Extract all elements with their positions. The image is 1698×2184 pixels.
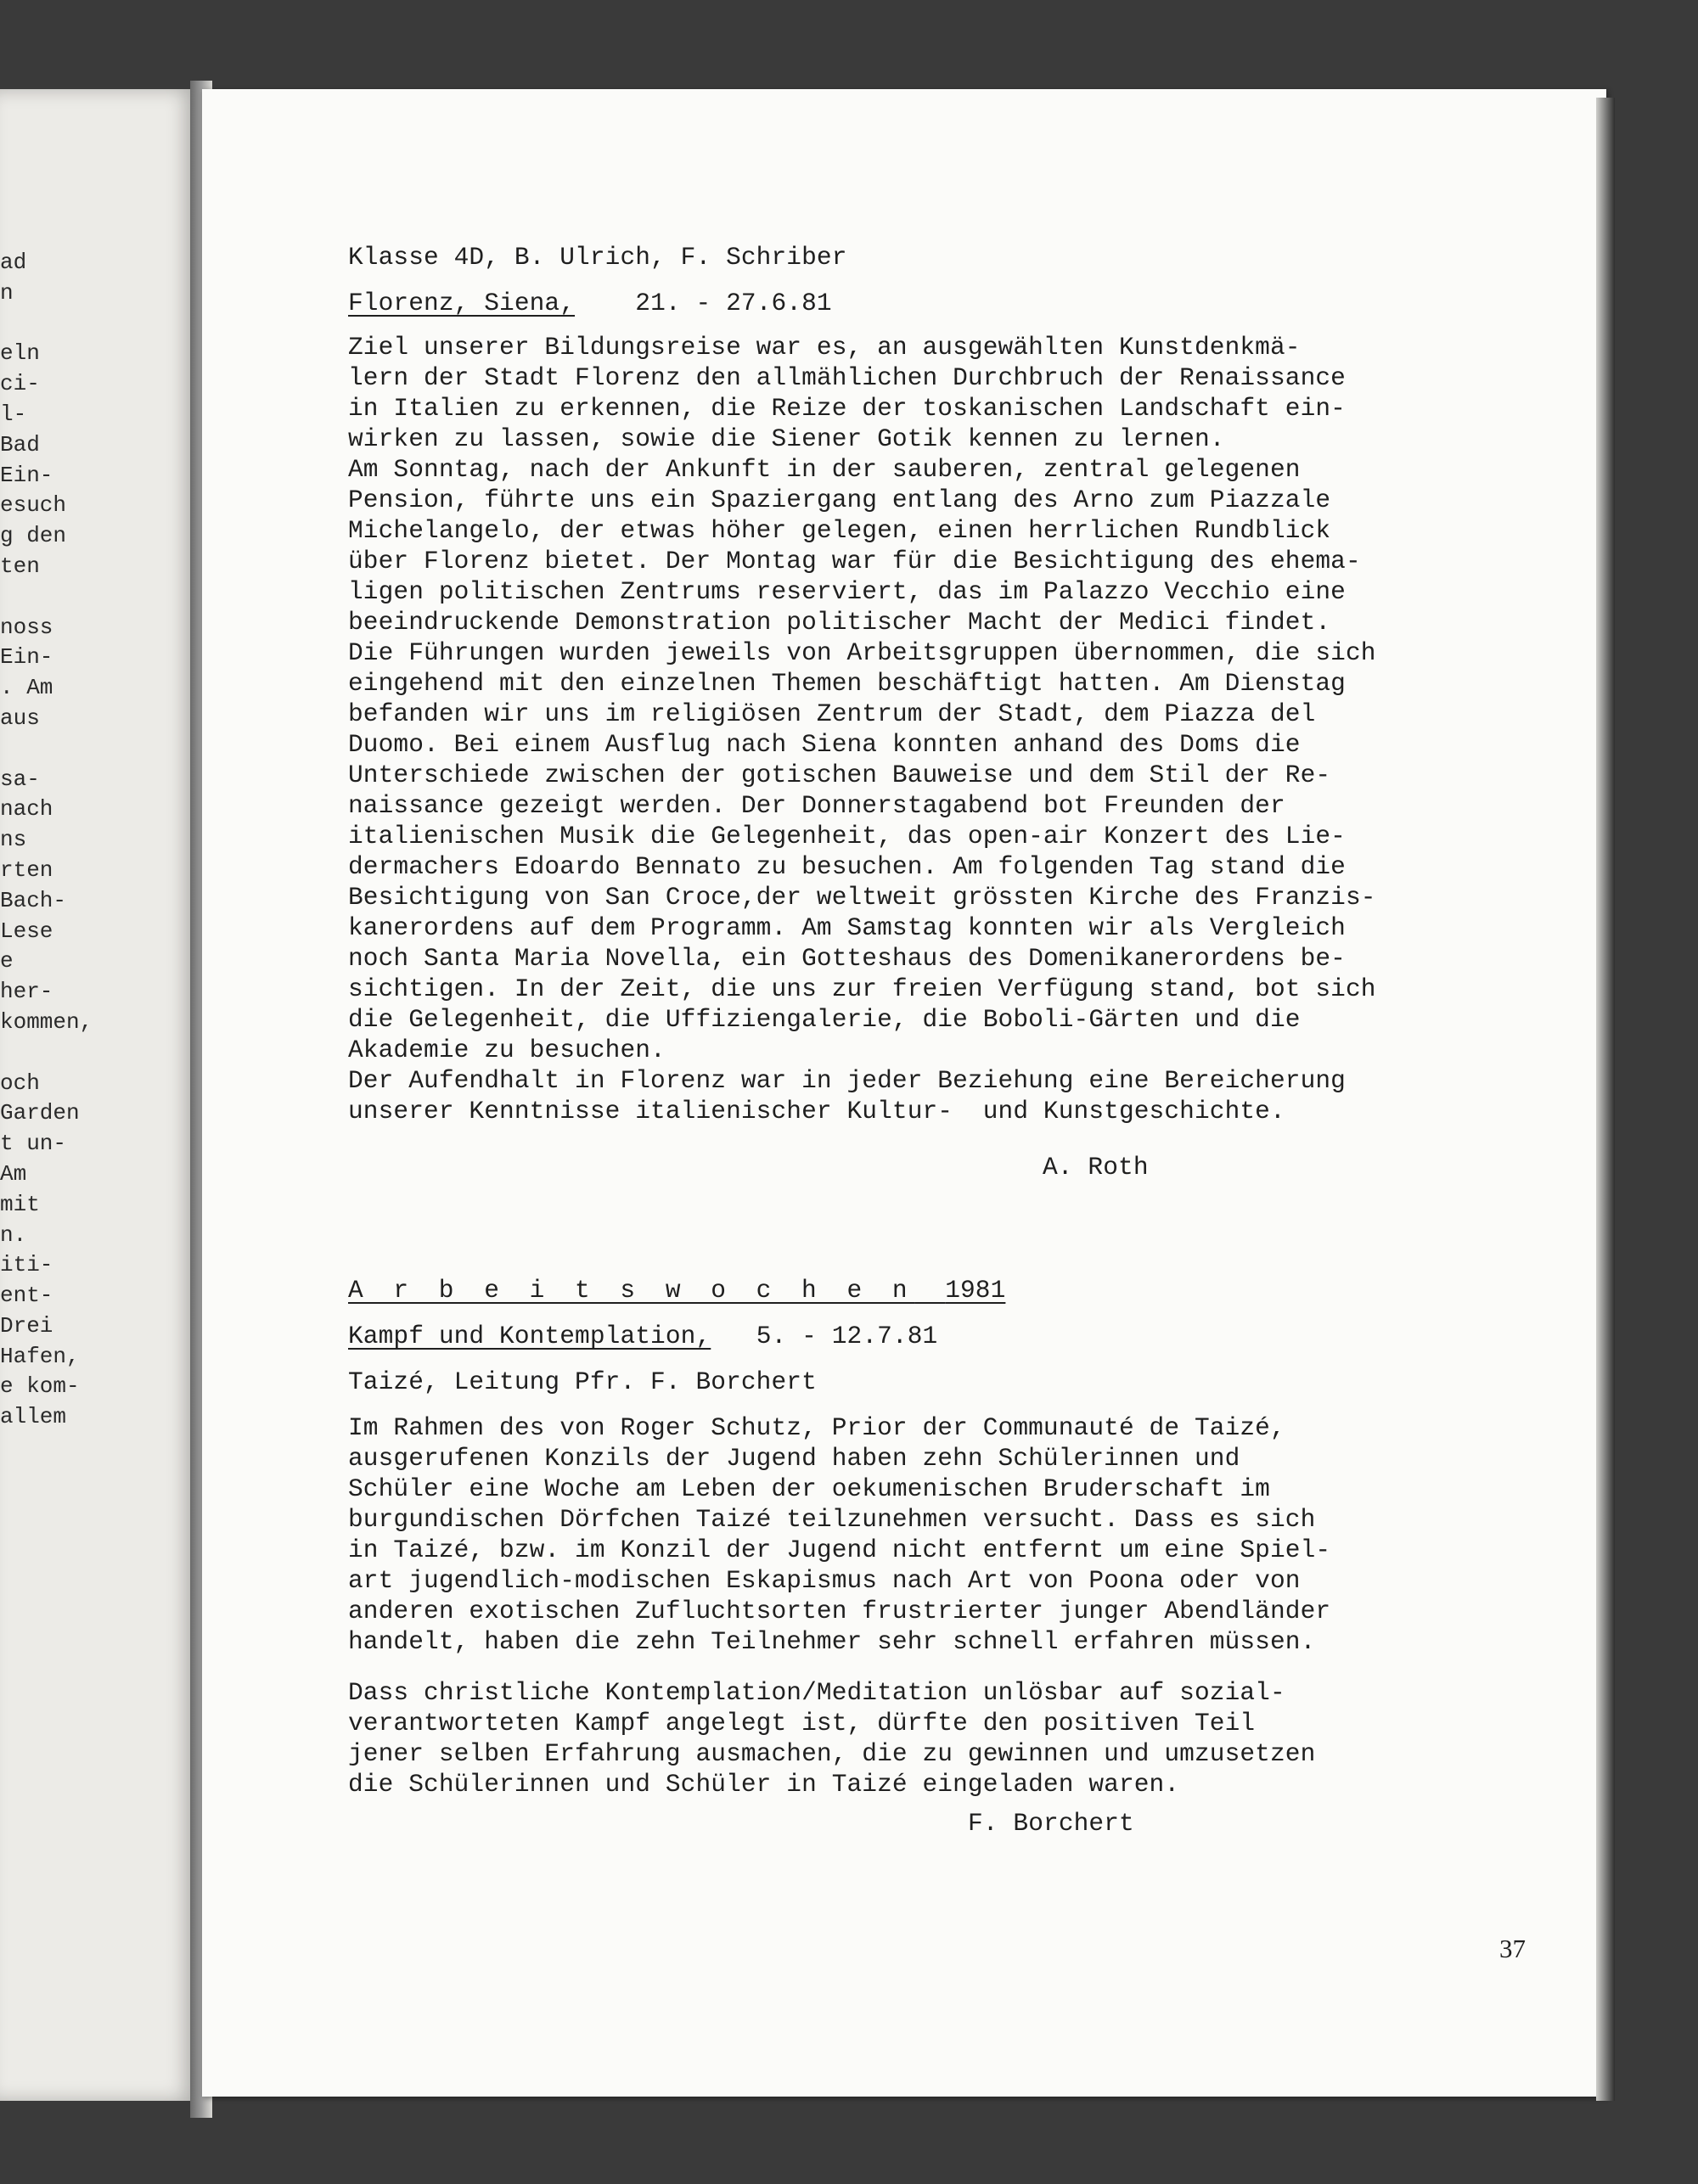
section1-title: Florenz, Siena, [348,289,576,317]
left-page-fragment [0,309,197,340]
left-page-fragment: Bach- [0,887,67,913]
left-page-fragment: kommen, [0,1008,93,1035]
text-line: Am Sonntag, nach der Ankunft in der sauberen, zentral gelegenen [348,455,1301,484]
text-line: noch Santa Maria Novella, ein Gotteshaus des Domenikanerordens be- [348,944,1346,973]
left-page-fragment: g den [0,523,67,549]
left-page-fragment: l- [0,401,27,427]
text-line: naissance gezeigt werden. Der Donnerstagabend bot Freunden der [348,791,1285,820]
text-line: die Gelegenheit, die Uffiziengalerie, die Boboli-Gärten und die [348,1005,1301,1034]
text-line: sichtigen. In der Zeit, die uns zur freien Verfügung stand, bot sich [348,974,1376,1003]
left-page-fragment: Ein- [0,644,53,671]
left-page-fragment: e [0,948,14,974]
text-line: kanerordens auf dem Programm. Am Samstag konnten wir als Vergleich [348,913,1346,942]
left-page-fragment: Garden [0,1100,80,1126]
text-line: die Schülerinnen und Schüler in Taizé eingeladen waren. [348,1770,1180,1799]
text-line: Dass christliche Kontemplation/Meditation unlösbar auf sozial- [348,1678,1285,1707]
left-page-fragment: rten [0,856,53,883]
text-line: Akademie zu besuchen. [348,1036,666,1064]
left-page-fragment: Am [0,1160,27,1187]
page-number: 37 [1499,1934,1526,1963]
left-page-fragment: allem [0,1404,67,1430]
left-page-fragment [0,1038,197,1069]
left-page-fragment: n. [0,1221,27,1248]
left-page-fragment: och [0,1070,40,1096]
left-page-fragment: Drei [0,1312,53,1339]
text-line: in Italien zu erkennen, die Reize der toskanischen Landschaft ein- [348,394,1346,423]
left-page-text-fragments [0,248,197,1433]
section2-paragraph-1 [348,1412,1537,1657]
left-page-fragment: e kom- [0,1373,80,1400]
section2-title-line [348,1321,1537,1351]
left-page-fragment: ci- [0,371,40,397]
section2-paragraph-2 [348,1677,1537,1799]
section1-dates: 21. - 27.6.81 [635,289,832,317]
text-line: Der Aufendhalt in Florenz war in jeder Beziehung eine Bereicherung [348,1066,1346,1095]
section2-heading-gap [915,1276,946,1305]
text-line: Unterschiede zwischen der gotischen Bauweise und dem Stil der Re- [348,761,1331,789]
left-page-fragment: mit [0,1191,40,1217]
section2-title: Kampf und Kontemplation, [348,1322,711,1350]
text-line: Michelangelo, der etwas höher gelegen, einen herrlichen Rundblick [348,516,1331,545]
left-page [0,89,197,2101]
text-line: eingehend mit den einzelnen Themen beschäftigt hatten. Am Dienstag [348,669,1346,698]
section1-header: Klasse 4D, B. Ulrich, F. Schriber [348,243,847,272]
text-line: wirken zu lassen, sowie die Siener Gotik kennen zu lernen. [348,424,1225,453]
section2-spacer [711,1322,756,1350]
text-line: dermachers Edoardo Bennato zu besuchen. Am folgenden Tag stand die [348,852,1346,881]
left-page-fragment: nach [0,796,53,823]
text-line: lern der Stadt Florenz den allmählichen Durchbruch der Renaissance [348,363,1346,392]
text-line: jener selben Erfahrung ausmachen, die zu gewinnen und umzusetzen [348,1739,1316,1768]
text-line: verantworteten Kampf angelegt ist, dürfte den positiven Teil [348,1709,1256,1738]
left-page-fragment: Ein- [0,462,53,488]
section1-body [348,332,1537,1126]
section1-signature: A. Roth [1043,1153,1149,1182]
left-page-fragment: noss [0,614,53,640]
section1-spacer [575,289,635,317]
text-line: burgundischen Dörfchen Taizé teilzunehmen versucht. Dass es sich [348,1505,1316,1534]
left-page-fragment: Lese [0,918,53,944]
text-line: Im Rahmen des von Roger Schutz, Prior der Communauté de Taizé, [348,1413,1285,1442]
section2-subtitle: Taizé, Leitung Pfr. F. Borchert [348,1367,817,1396]
text-line: ligen politischen Zentrums reserviert, das im Palazzo Vecchio eine [348,577,1346,606]
text-line: Die Führungen wurden jeweils von Arbeitsgruppen übernommen, die sich [348,638,1376,667]
left-page-fragment: Hafen, [0,1343,80,1369]
left-page-fragment: . Am [0,675,53,701]
left-page-fragment: esuch [0,492,67,519]
text-line: befanden wir uns im religiösen Zentrum der Stadt, dem Piazza del [348,699,1316,728]
left-page-fragment: Bad [0,431,40,458]
text-line: italienischen Musik die Gelegenheit, das open-air Konzert des Lie- [348,822,1346,851]
text-line: Besichtigung von San Croce,der weltweit grössten Kirche des Franzis- [348,883,1376,912]
text-line: in Taizé, bzw. im Konzil der Jugend nicht entfernt um eine Spiel- [348,1536,1331,1564]
left-page-fragment [0,734,197,765]
left-page-fragment: ent- [0,1283,53,1309]
page-edge-shadow [1596,98,1615,2101]
left-page-fragment: ad [0,250,27,275]
section1-title-line [348,288,1537,318]
section2-signature: F. Borchert [968,1809,1134,1838]
text-line: art jugendlich-modischen Eskapismus nach Art von Poona oder von [348,1566,1301,1595]
section2-heading-year: 1981 [945,1276,1006,1305]
text-line: Schüler eine Woche am Leben der oekumenischen Bruderschaft im [348,1474,1270,1503]
text-line: unserer Kenntnisse italienischer Kultur- und Kunstgeschichte. [348,1097,1285,1126]
text-line: Pension, führte uns ein Spaziergang entlang des Arno zum Piazzale [348,486,1331,514]
left-page-fragment: n [0,279,14,306]
section2-dates: 5. - 12.7.81 [756,1322,938,1350]
left-page-fragment: ns [0,827,27,853]
left-page-fragment: her- [0,979,53,1005]
left-page-fragment: eln [0,340,40,367]
text-line: handelt, haben die zehn Teilnehmer sehr schnell erfahren müssen. [348,1627,1316,1656]
text-line: über Florenz bietet. Der Montag war für die Besichtigung des ehema- [348,547,1361,575]
left-page-fragment: iti- [0,1252,53,1278]
text-line: beeindruckende Demonstration politischer Macht der Medici findet. [348,608,1331,637]
text-line: Duomo. Bei einem Ausflug nach Siena konnten anhand des Doms die [348,730,1301,759]
left-page-fragment: aus [0,705,40,731]
section2-heading-spaced: A r b e i t s w o c h e n [348,1276,915,1305]
text-line: ausgerufenen Konzils der Jugend haben zehn Schülerinnen und [348,1444,1240,1473]
left-page-fragment [0,582,197,613]
left-page-fragment: t un- [0,1131,67,1157]
text-line: Ziel unserer Bildungsreise war es, an ausgewählten Kunstdenkmä- [348,333,1301,362]
text-line: anderen exotischen Zufluchtsorten frustrierter junger Abendländer [348,1597,1331,1625]
left-page-fragment: ten [0,553,40,579]
section2-heading [348,1275,1537,1305]
left-page-fragment: sa- [0,766,40,792]
